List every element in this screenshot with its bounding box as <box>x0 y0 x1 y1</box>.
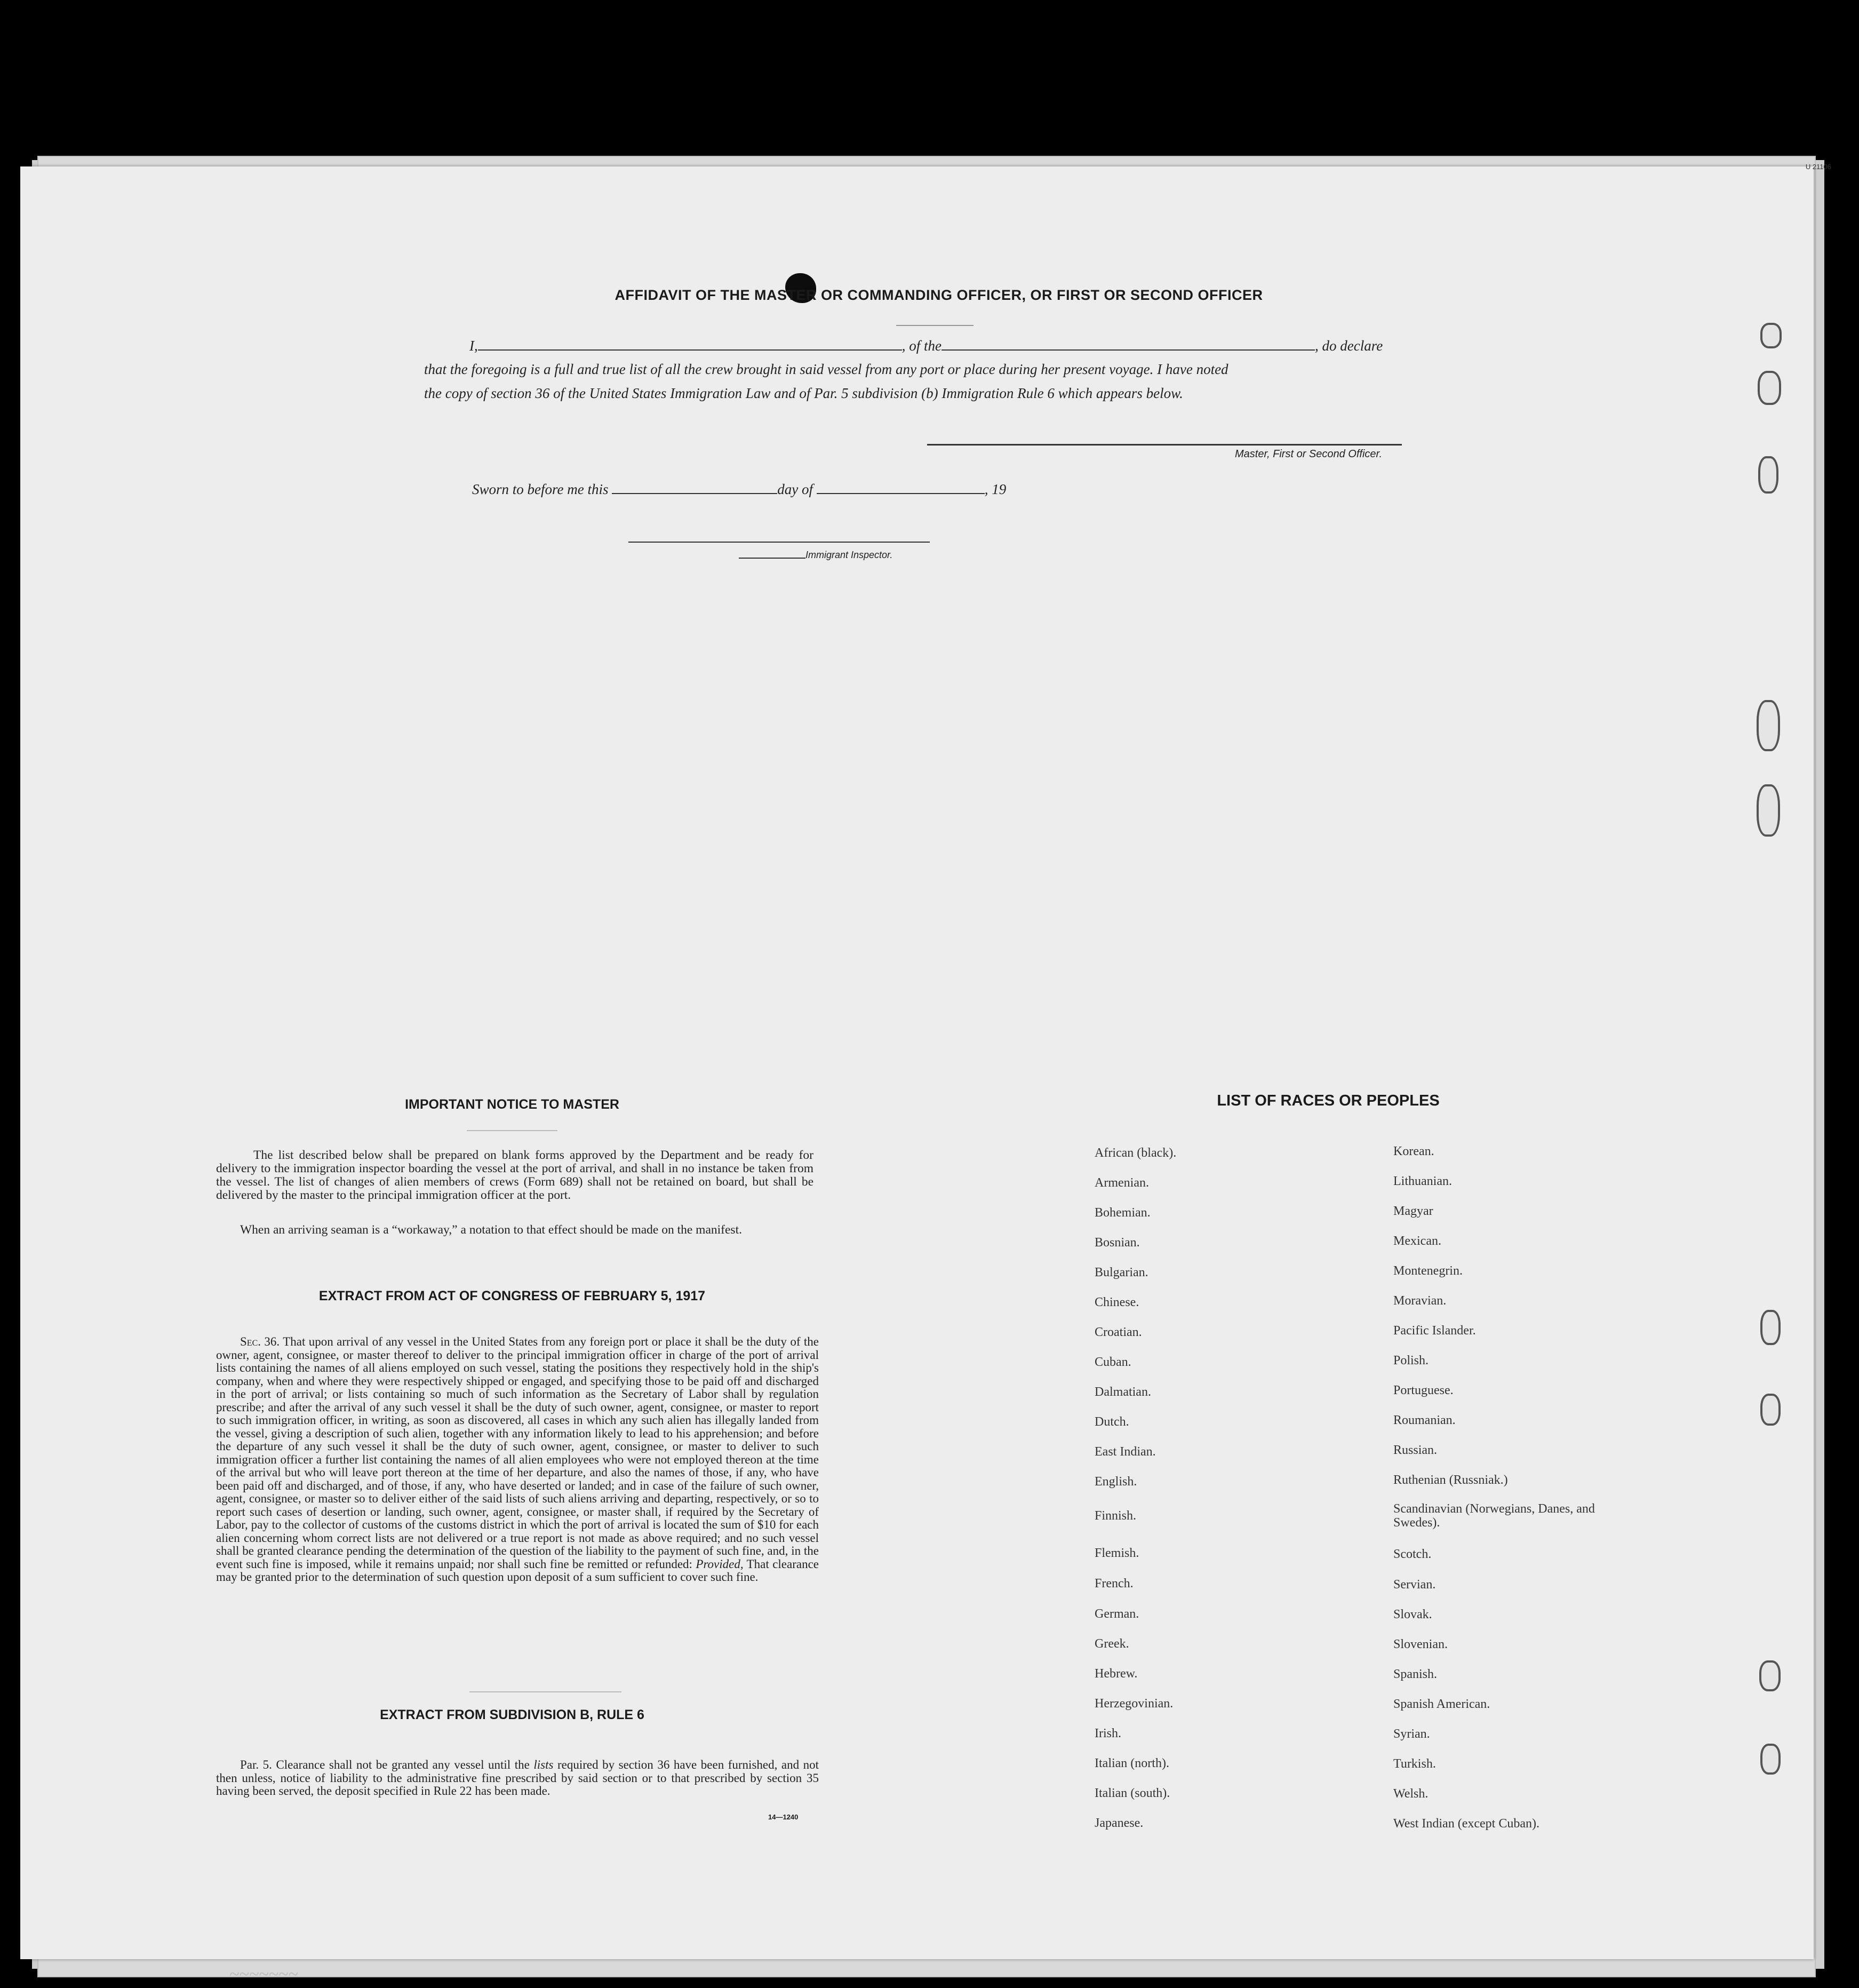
right-item: Pacific Islander. <box>1393 1324 1476 1338</box>
declarant-name-blank[interactable] <box>478 349 902 351</box>
right-item: Slovenian. <box>1393 1637 1448 1651</box>
document-page <box>20 166 1814 1959</box>
binder-hole <box>1758 371 1781 405</box>
right-item: Montenegrin. <box>1393 1264 1463 1278</box>
sworn-line <box>472 481 1006 498</box>
left-item: Dutch. <box>1095 1415 1129 1429</box>
declarant-prefix: I, <box>469 338 478 354</box>
left-item: Herzegovinian. <box>1095 1697 1174 1711</box>
binder-hole <box>1758 456 1778 494</box>
binder-hole <box>1760 1744 1781 1775</box>
rule-text-start: Par. 5. Clearance shall not be granted any vessel until the <box>240 1758 530 1771</box>
right-item: Russian. <box>1393 1443 1438 1457</box>
left-item: Dalmatian. <box>1095 1385 1151 1399</box>
left-item: Croatian. <box>1095 1325 1142 1339</box>
section-36-text-end: That clearance may be granted prior to the determination of such question upon deposit of a sum sufficient to cover such fine. <box>216 1557 819 1584</box>
officer-signature-caption: Master, First or Second Officer. <box>1235 448 1383 460</box>
right-item: Servian. <box>1393 1578 1436 1592</box>
left-item: English. <box>1095 1475 1137 1489</box>
right-item: Korean. <box>1393 1144 1434 1158</box>
left-item: Greek. <box>1095 1637 1129 1651</box>
act-extract-title: EXTRACT FROM ACT OF CONGRESS OF FEBRUARY 5, 1917 <box>318 1289 706 1303</box>
left-item: Italian (south). <box>1095 1786 1170 1800</box>
binder-hole <box>1759 1660 1781 1691</box>
rule-extract-title: EXTRACT FROM SUBDIVISION B, RULE 6 <box>380 1707 644 1722</box>
declaration-line-3: the copy of section 36 of the United States Immigration Law and of Par. 5 subdivision (b) Immigration Rule 6 which appears below. <box>424 385 1183 401</box>
left-item: Bulgarian. <box>1095 1266 1148 1279</box>
left-item: Japanese. <box>1095 1816 1144 1830</box>
races-title: LIST OF RACES OR PEOPLES <box>1217 1092 1440 1109</box>
binder-hole <box>1760 1310 1781 1345</box>
left-item: Armenian. <box>1095 1176 1149 1190</box>
right-item: West Indian (except Cuban). <box>1393 1817 1539 1831</box>
left-item: Cuban. <box>1095 1355 1131 1369</box>
sworn-day-of: day of <box>777 481 813 497</box>
right-item: Lithuanian. <box>1393 1174 1452 1188</box>
rule-text-end: required by section 36 have been furnished, and not then unless, notice of liability to the administrative fine prescribed by said section or to that prescribed by section 35 having been served, the deposit specified in Rule 22 has been made. <box>216 1758 819 1798</box>
right-item: Spanish. <box>1393 1667 1438 1681</box>
right-item: Welsh. <box>1393 1787 1429 1801</box>
do-declare-label: , do declare <box>1315 338 1383 354</box>
left-item: Finnish. <box>1095 1509 1137 1523</box>
right-item: Portuguese. <box>1393 1383 1454 1397</box>
right-item: Spanish American. <box>1393 1697 1490 1711</box>
lists-word: lists <box>533 1758 554 1771</box>
provided-word: Provided, <box>696 1557 744 1571</box>
left-item: Italian (north). <box>1095 1756 1169 1770</box>
left-item: East Indian. <box>1095 1445 1156 1459</box>
left-item: Chinese. <box>1095 1295 1139 1309</box>
declaration-line-2: that the foregoing is a full and true list of all the crew brought in said vessel from any port or place during her present voyage. I have noted <box>424 361 1228 377</box>
sworn-day-blank[interactable] <box>612 493 777 494</box>
act-extract-body <box>216 1335 819 1584</box>
inspector-signature-line[interactable] <box>628 542 930 543</box>
inspector-caption: Immigrant Inspector. <box>805 550 893 560</box>
left-item: Hebrew. <box>1095 1667 1138 1681</box>
affidavit-title: AFFIDAVIT OF THE MASTER OR COMMANDING OFFICER, OR FIRST OR SECOND OFFICER <box>615 287 1263 303</box>
right-item: Mexican. <box>1393 1234 1441 1248</box>
left-item: Bohemian. <box>1095 1206 1151 1220</box>
right-item: Syrian. <box>1393 1727 1430 1741</box>
right-item: Moravian. <box>1393 1294 1447 1308</box>
section-36-text: That upon arrival of any vessel in the United States from any foreign port or place it shall be the duty of the owner, agent, consignee, or master thereof to deliver to the principal immigration officer in charge of the port of arrival lists containing the names of all aliens employed on such vessel, stating the positions they respectively hold in the ship's company, when and where they were respectively shipped or engaged, and specifying those to be paid off and discharged in the port of arrival; or lists containing so much of such information as the Secretary of Labor shall by regulation prescribe; and after the arrival of any such vessel it shall be the duty of such owner, agent, consignee, or master to report to such immigration officer, in writing, as soon as discovered, all cases in which any such alien has illegally landed from the vessel, giving a description of such alien, together with any information likely to lead to his apprehension; and before the departure of any such vessel it shall be the duty of such owner, agent, consignee, or master to deliver to such immigration officer a further list containing the names of all alien employees who were not employed thereon at the time of the arrival but who will leave port thereon at the time of her departure, and also the names of those, if any, who have been paid off and discharged, and of those, if any, who have deserted or landed; and in case of the failure of such owner, agent, consignee, or master so to deliver either of the said lists of such aliens arriving and departing, respectively, or so to report such cases of desertion or landing, such owner, agent, consignee, or master shall, if required by the Secretary of Labor, pay to the collector of customs of the customs district in which the port of arrival is located the sum of $10 for each alien concerning whom correct lists are not delivered or a true report is not made as above required; and no such vessel shall be granted clearance pending the determination of the question of the liability to the payment of such fine, and, in the event such fine is imposed, while it remains unpaid; nor shall such fine be remitted or refunded: <box>216 1335 819 1571</box>
notice-title: IMPORTANT NOTICE TO MASTER <box>405 1097 619 1112</box>
sworn-year: , 19 <box>984 481 1007 497</box>
rule-extract-body <box>216 1759 819 1798</box>
officer-signature-line[interactable] <box>927 444 1402 446</box>
inspector-caption-lead <box>739 558 805 559</box>
right-item: Roumanian. <box>1393 1413 1456 1427</box>
binder-hole <box>1757 700 1780 751</box>
handwritten-scrawl: ~~~~~~~ <box>229 1965 298 1984</box>
notice-paragraph-1: The list described below shall be prepared on blank forms approved by the Department and be ready for delivery to the immigration inspector boarding the vessel at the port of arrival, and shall in no instance be taken from the vessel. The list of changes of alien members of crews (Form 689) shall not be retained on board, but shall be delivered by the master to the principal immigration officer at the port. <box>216 1148 813 1202</box>
vessel-name-blank[interactable] <box>942 349 1315 351</box>
binder-hole <box>1757 784 1780 837</box>
right-item: Turkish. <box>1393 1757 1436 1771</box>
left-item: African (black). <box>1095 1146 1177 1160</box>
left-item: Bosnian. <box>1095 1236 1140 1250</box>
of-the-label: , of the <box>901 338 942 354</box>
notice-title-rule <box>467 1130 557 1131</box>
right-item: Scandinavian (Norwegians, Danes, and Swedes). <box>1393 1502 1595 1530</box>
form-number: U 21106 <box>1805 163 1831 171</box>
sworn-month-blank[interactable] <box>817 493 985 494</box>
declaration-line-1 <box>469 338 1383 354</box>
left-item: Irish. <box>1095 1727 1121 1740</box>
left-item: German. <box>1095 1607 1139 1621</box>
title-rule <box>896 325 974 326</box>
act-extract-rule <box>469 1691 621 1692</box>
sworn-prefix: Sworn to before me this <box>472 481 609 497</box>
right-item: Polish. <box>1393 1354 1429 1367</box>
left-item: French. <box>1095 1577 1134 1591</box>
left-item: Flemish. <box>1095 1546 1139 1560</box>
notice-paragraph-2: When an arriving seaman is a “workaway,” a notation to that effect should be made on the manifest. <box>240 1223 742 1237</box>
right-item: Ruthenian (Russniak.) <box>1393 1473 1508 1487</box>
right-item: Magyar <box>1393 1204 1433 1218</box>
binder-hole <box>1760 1394 1781 1426</box>
print-code: 14—1240 <box>768 1813 799 1821</box>
right-item: Slovak. <box>1393 1608 1432 1621</box>
right-item: Scotch. <box>1393 1547 1432 1561</box>
section-label: Sec. 36. <box>240 1335 280 1348</box>
binder-hole <box>1760 323 1782 348</box>
